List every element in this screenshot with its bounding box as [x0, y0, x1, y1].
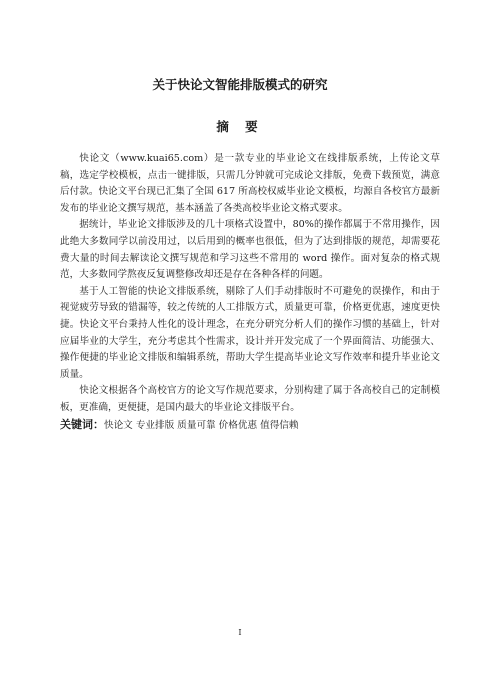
abstract-paragraph: 快论文根据各个高校官方的论文写作规范要求，分别构建了属于各高校自己的定制模板，更准确，更便捷，是国内最大的毕业论文排版平台。	[60, 385, 440, 413]
paper-title: 关于快论文智能排版模式的研究	[152, 77, 328, 92]
abstract-body	[60, 151, 440, 417]
page-number: I	[238, 628, 242, 637]
abstract-heading: 摘 要	[216, 119, 264, 134]
keywords-text: 快论文 专业排版 质量可靠 价格优惠 值得信赖	[104, 420, 299, 431]
abstract-paragraph: 快论文（www.kuai65.com）是一款专业的毕业论文在线排版系统，上传论文草稿，选定学校模板，点击一键排版，只需几分钟就可完成论文排版，免费下载预览，满意后付款。快论文平台现已汇集了全国 617 所高校权威毕业论文模板，均源自各校官方最新发布的毕业论文撰写规范，基本涵盖了各类高校毕业论文格式要求。	[60, 153, 440, 214]
abstract-paragraph: 据统计，毕业论文排版涉及的几十项格式设置中，80%的操作都属于不常用操作，因此绝大多数同学以前没用过，以后用到的概率也很低，但为了达到排版的规范，却需要花费大量的时间去解读论文撰写规范和学习这些不常用的 word 操作。面对复杂的格式规范，大多数同学熬夜反复调整修改却还是存在各种各样的问题。	[60, 219, 440, 281]
keywords-label: 关键词：	[60, 418, 104, 431]
abstract-paragraph: 基于人工智能的快论文排版系统，剔除了人们手动排版时不可避免的误操作，和由于视觉疲劳导致的错漏等，较之传统的人工排版方式，质量更可靠，价格更优惠，速度更快捷。快论文平台秉持人性化的设计理念，在充分研究分析人们的操作习惯的基础上，针对应届毕业的大学生，充分考虑其个性需求，设计并开发完成了一个界面简洁、功能强大、操作便捷的毕业论文排版和编辑系统，帮助大学生提高毕业论文写作效率和提升毕业论文质量。	[60, 285, 440, 380]
keywords-line	[60, 417, 440, 434]
